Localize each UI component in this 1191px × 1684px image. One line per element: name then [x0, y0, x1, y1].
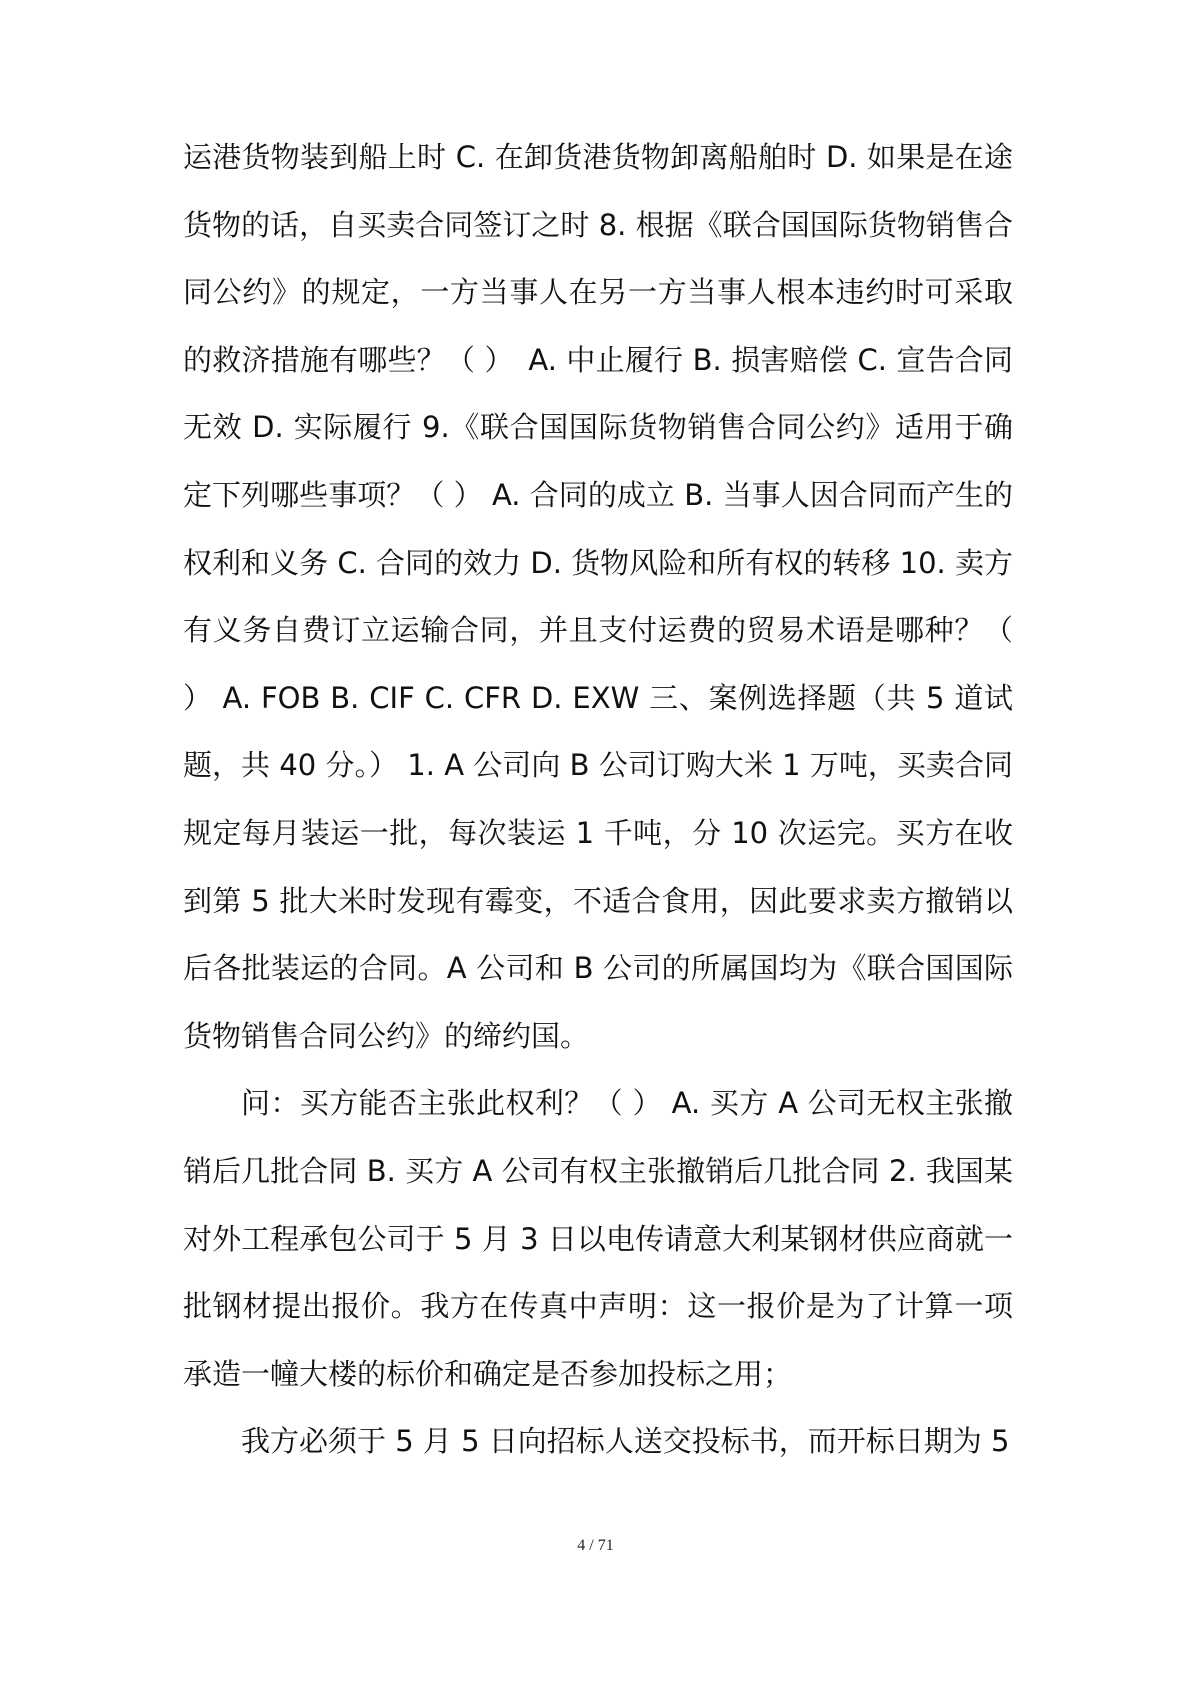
document-body: [183, 124, 1013, 1476]
paragraph-1: 运港货物装到船上时 C. 在卸货港货物卸离船舶时 D. 如果是在途货物的话，自买卖合同签订之时 8. 根据《联合国国际货物销售合同公约》的规定，一方当事人在另一方当事人根本违约时可采取的救济措施有哪些？（ ） A. 中止履行 B. 损害赔偿 C. 宣告合同无效 D. 实际履行 9.《联合国国际货物销售合同公约》适用于确定下列哪些事项？（ ） A. 合同的成立 B. 当事人因合同而产生的权利和义务 C. 合同的效力 D. 货物风险和所有权的转移 10. 卖方有义务自费订立运输合同，并且支付运费的贸易术语是哪种？（ ） A. FOB B. CIF C. CFR D. EXW 三、案例选择题（共 5 道试题，共 40 分。） 1. A 公司向 B 公司订购大米 1 万吨，买卖合同规定每月装运一批，每次装运 1 千吨，分 10 次运完。买方在收到第 5 批大米时发现有霉变，不适合食用，因此要求卖方撤销以后各批装运的合同。A 公司和 B 公司的所属国均为《联合国国际货物销售合同公约》的缔约国。: [183, 140, 1013, 1053]
paragraph-2: 问：买方能否主张此权利？（ ） A. 买方 A 公司无权主张撤销后几批合同 B. 买方 A 公司有权主张撤销后几批合同 2. 我国某对外工程承包公司于 5 月 3 日以电传请意大利某钢材供应商就一批钢材提出报价。我方在传真中声明：这一报价是为了计算一项承造一幢大楼的标价和确定是否参加投标之用；: [183, 1086, 1013, 1391]
page-number: 4 / 71: [577, 1537, 614, 1554]
paragraph-3: 我方必须于 5 月 5 日向招标人送交投标书，而开标日期为 5: [241, 1424, 1010, 1459]
